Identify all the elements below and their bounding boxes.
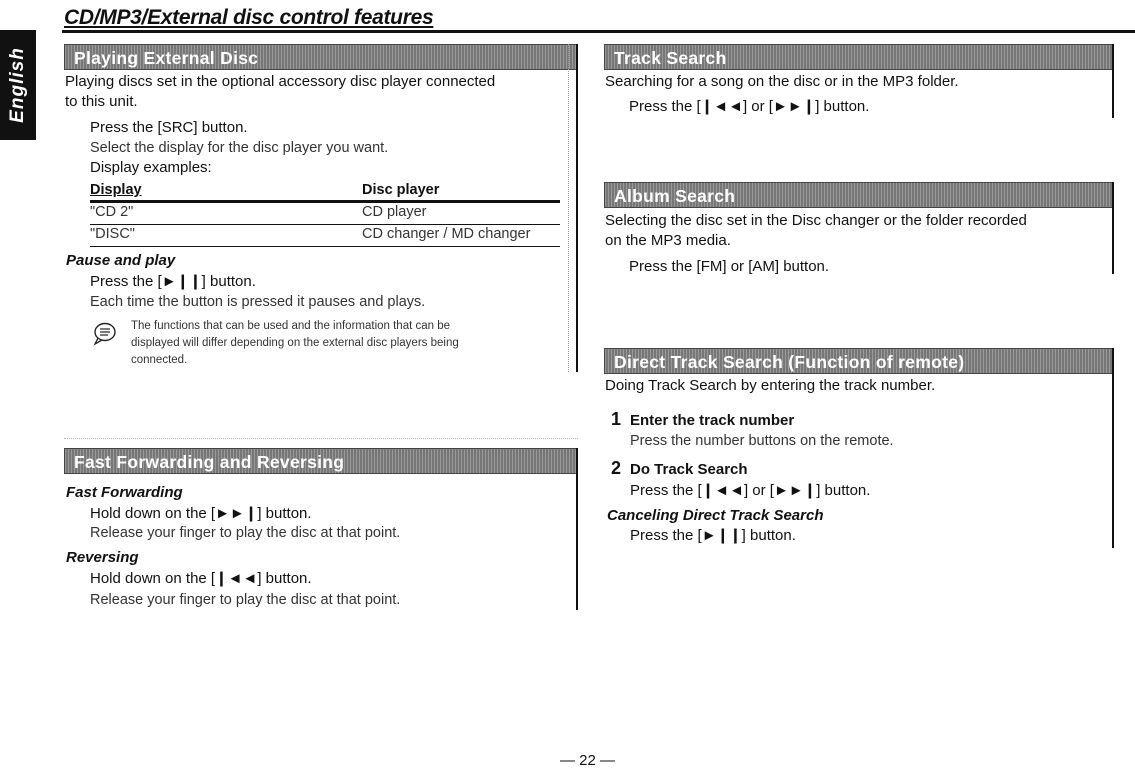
note-line-3: connected. <box>131 354 188 366</box>
intro-line-2: to this unit. <box>65 93 138 110</box>
note-line-1: The functions that can be used and the information that can be <box>131 320 451 332</box>
table-row <box>90 225 560 247</box>
step-1-description: Press the number buttons on the remote. <box>630 433 894 449</box>
table-cell-disc-player: CD changer / MD changer <box>362 226 531 242</box>
rev-release-text: Release your finger to play the disc at that point. <box>90 592 401 608</box>
right-border <box>1112 44 1114 118</box>
fast-forwarding-heading: Fast Forwarding <box>66 484 183 501</box>
language-tab-label: English <box>7 47 28 123</box>
pause-description: Each time the button is pressed it pauses and plays. <box>90 294 426 310</box>
rev-hold-text: Hold down on the [❙◄◄] button. <box>90 570 312 587</box>
display-examples-table <box>90 181 560 247</box>
step-press-src: Press the [SRC] button. <box>90 119 248 136</box>
canceling-description: Press the [►❙❙] button. <box>630 527 796 544</box>
canceling-heading: Canceling Direct Track Search <box>607 507 824 524</box>
step-1-title: Enter the track number <box>630 412 795 429</box>
step-2-description: Press the [❙◄◄] or [►►❙] button. <box>630 482 871 499</box>
album-search-desc-2: on the MP3 media. <box>605 232 731 249</box>
table-row <box>90 203 560 225</box>
section-heading-track-search: Track Search <box>604 44 1114 70</box>
right-border <box>1112 348 1114 548</box>
page-number: — 22 — <box>560 752 616 769</box>
section-heading-album-search: Album Search <box>604 182 1114 208</box>
column-divider <box>576 44 578 372</box>
table-header-display: Display <box>90 182 142 198</box>
step-2-title: Do Track Search <box>630 461 748 478</box>
ff-hold-text: Hold down on the [►►❙] button. <box>90 505 312 522</box>
album-search-desc-1: Selecting the disc set in the Disc changer or the folder recorded <box>605 212 1027 229</box>
note-icon <box>92 320 118 346</box>
pause-and-play-heading: Pause and play <box>66 252 176 269</box>
dotted-margin-line <box>568 44 569 372</box>
table-cell-display: "DISC" <box>90 226 135 242</box>
table-cell-disc-player: CD player <box>362 204 427 220</box>
section-heading-playing-external-disc: Playing External Disc <box>64 44 578 70</box>
title-rule <box>62 30 1135 33</box>
direct-search-description: Doing Track Search by entering the track number. <box>605 377 936 394</box>
column-divider-lower <box>576 448 578 610</box>
pause-press-text: Press the [►❙❙] button. <box>90 273 256 290</box>
display-examples-label: Display examples: <box>90 159 212 176</box>
table-header-disc-player: Disc player <box>362 182 440 198</box>
dotted-separator <box>64 438 578 439</box>
step-select-display: Select the display for the disc player you want. <box>90 140 389 156</box>
track-search-description: Searching for a song on the disc or in the MP3 folder. <box>605 73 959 90</box>
ff-release-text: Release your finger to play the disc at that point. <box>90 525 401 541</box>
step-number-1: 1 <box>611 409 622 429</box>
section-heading-fast-forwarding: Fast Forwarding and Reversing <box>64 448 578 474</box>
reversing-heading: Reversing <box>66 549 139 566</box>
step-number-2: 2 <box>611 458 622 478</box>
track-search-press: Press the [❙◄◄] or [►►❙] button. <box>629 98 870 115</box>
note-line-2: displayed will differ depending on the external disc players being <box>131 337 459 349</box>
table-header-row <box>90 181 560 203</box>
album-search-press: Press the [FM] or [AM] button. <box>629 258 830 275</box>
table-cell-display: "CD 2" <box>90 204 134 220</box>
intro-line-1: Playing discs set in the optional accessory disc player connected <box>65 73 496 90</box>
right-border <box>1112 182 1114 274</box>
page-title: CD/MP3/External disc control features <box>64 6 434 29</box>
language-tab <box>0 30 36 140</box>
section-heading-direct-track-search: Direct Track Search (Function of remote) <box>604 348 1114 374</box>
